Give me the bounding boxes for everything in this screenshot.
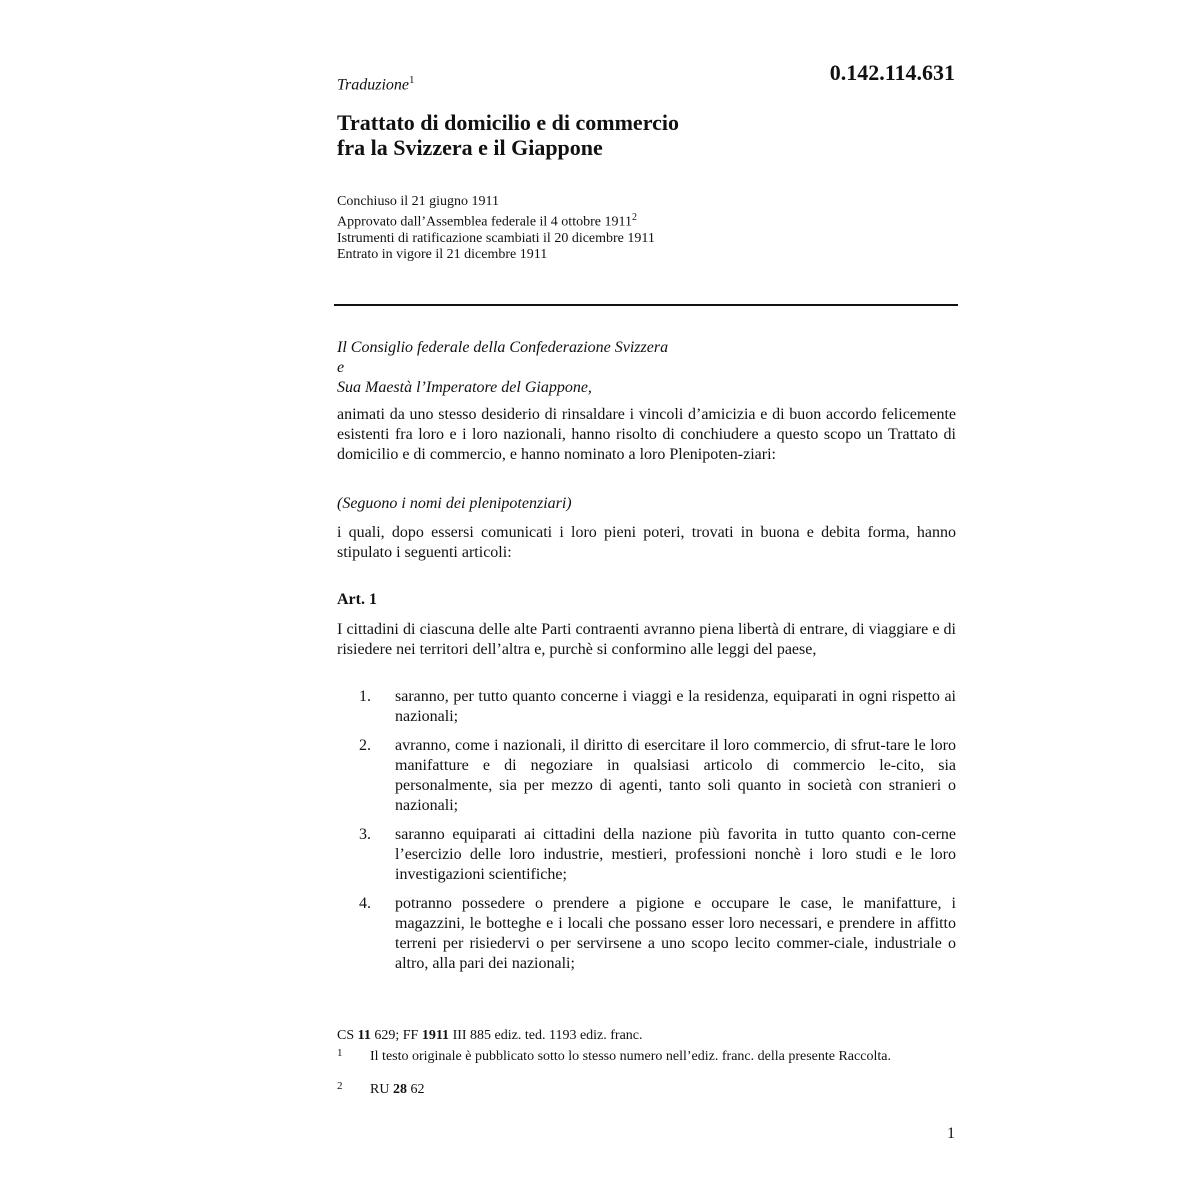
source-cs-volume: 11 bbox=[357, 1028, 371, 1043]
document-title bbox=[337, 110, 957, 160]
preamble-paragraph-1: animati da uno stesso desiderio di rinsaldare i vincoli d’amicizia e di buon accordo felicemente esistenti fra loro e i loro nazionali, hanno risolto di conchiudere a questo scopo un Trattato di domicilio e di commercio, e hanno nominato a loro Plenipoten-ziari: bbox=[337, 406, 956, 463]
source-cs-prefix: CS bbox=[337, 1028, 358, 1043]
article-1-intro: I cittadini di ciascuna delle alte Parti contraenti avranno piena libertà di entrare, di viaggiare e di risiedere nei territori dell’altra e, purchè si conformino alle leggi del paese, bbox=[337, 621, 956, 658]
list-item-number: 2. bbox=[359, 737, 371, 754]
source-reference bbox=[337, 1028, 957, 1044]
footnote-2-text bbox=[370, 1082, 957, 1097]
footnote-1-text: Il testo originale è pubblicato sotto lo stesso numero nell’ediz. franc. della presente Raccolta. bbox=[370, 1049, 891, 1064]
footnote-2-page: 62 bbox=[406, 1082, 425, 1097]
page-number: 1 bbox=[947, 1125, 955, 1142]
footnote-2-prefix: RU bbox=[370, 1082, 393, 1097]
party-switzerland: Il Consiglio federale della Confederazione Svizzera bbox=[337, 339, 669, 356]
party-japan: Sua Maestà l’Imperatore del Giappone, bbox=[337, 379, 592, 396]
meta-in-force: Entrato in vigore il 21 dicembre 1911 bbox=[337, 246, 548, 262]
source-ff-year: 1911 bbox=[421, 1028, 450, 1043]
source-ff-rest: III 885 ediz. ted. 1193 ediz. franc. bbox=[449, 1028, 643, 1043]
list-item-text: potranno possedere o prendere a pigione e occupare le case, le manifatture, i magazzini, le botteghe e i locali che possano esser loro necessari, e prendere in affitto terreni per risiedervi o per servirsene a uno scopo lecito commer-ciale, industriale o altro, alla pari dei nazionali; bbox=[395, 895, 956, 972]
translation-label-text: Traduzione bbox=[337, 76, 410, 94]
source-ff-prefix: 629; FF bbox=[370, 1028, 422, 1043]
meta-approved-text: Approvato dall’Assemblea federale il 4 ottobre 1911 bbox=[337, 214, 632, 230]
footnote-2-volume: 28 bbox=[392, 1082, 407, 1097]
translation-label bbox=[337, 74, 415, 94]
article-1-heading: Art. 1 bbox=[337, 591, 377, 608]
sr-number: 0.142.114.631 bbox=[829, 60, 955, 85]
preamble-paragraph-2: i quali, dopo essersi comunicati i loro pieni poteri, trovati in buona e debita forma, hanno stipulato i seguenti articoli: bbox=[337, 524, 956, 561]
meta-ratification: Istrumenti di ratificazione scambiati il 20 dicembre 1911 bbox=[337, 230, 655, 246]
footnote-ref-2: 2 bbox=[631, 212, 637, 223]
footnote-2-number: 2 bbox=[337, 1080, 343, 1092]
list-item-text: saranno equiparati ai cittadini della nazione più favorita in tutto quanto con-cerne l’esercizio delle loro industrie, mestieri, professioni nonchè i loro studi e le loro investigazioni scientifiche; bbox=[395, 826, 956, 883]
list-item-number: 1. bbox=[359, 688, 371, 705]
footnote-ref-1: 1 bbox=[409, 74, 415, 86]
list-item-number: 3. bbox=[359, 826, 371, 843]
title-line-1: Trattato di domicilio e di commercio bbox=[337, 110, 679, 135]
document-metadata bbox=[337, 194, 957, 263]
list-item-text: avranno, come i nazionali, il diritto di esercitare il loro commercio, di sfrut-tare le loro manifatture e di negoziare in qualsiasi articolo di commercio le-cito, sia personalmente, sia per mezzo di agenti, tanto soli quanto in società con stranieri o nazionali; bbox=[395, 737, 956, 814]
plenipotentiaries-note: (Seguono i nomi dei plenipotenziari) bbox=[337, 495, 572, 512]
meta-approved bbox=[337, 210, 957, 231]
list-item-number: 4. bbox=[359, 895, 371, 912]
header-divider bbox=[334, 304, 958, 306]
preamble-parties bbox=[337, 338, 957, 398]
footnote-1-number: 1 bbox=[337, 1047, 343, 1059]
party-conjunction: e bbox=[337, 359, 345, 376]
meta-concluded: Conchiuso il 21 giugno 1911 bbox=[337, 194, 500, 209]
title-line-2: fra la Svizzera e il Giappone bbox=[337, 135, 603, 160]
list-item-text: saranno, per tutto quanto concerne i viaggi e la residenza, equiparati in ogni rispetto ai nazionali; bbox=[395, 688, 956, 725]
